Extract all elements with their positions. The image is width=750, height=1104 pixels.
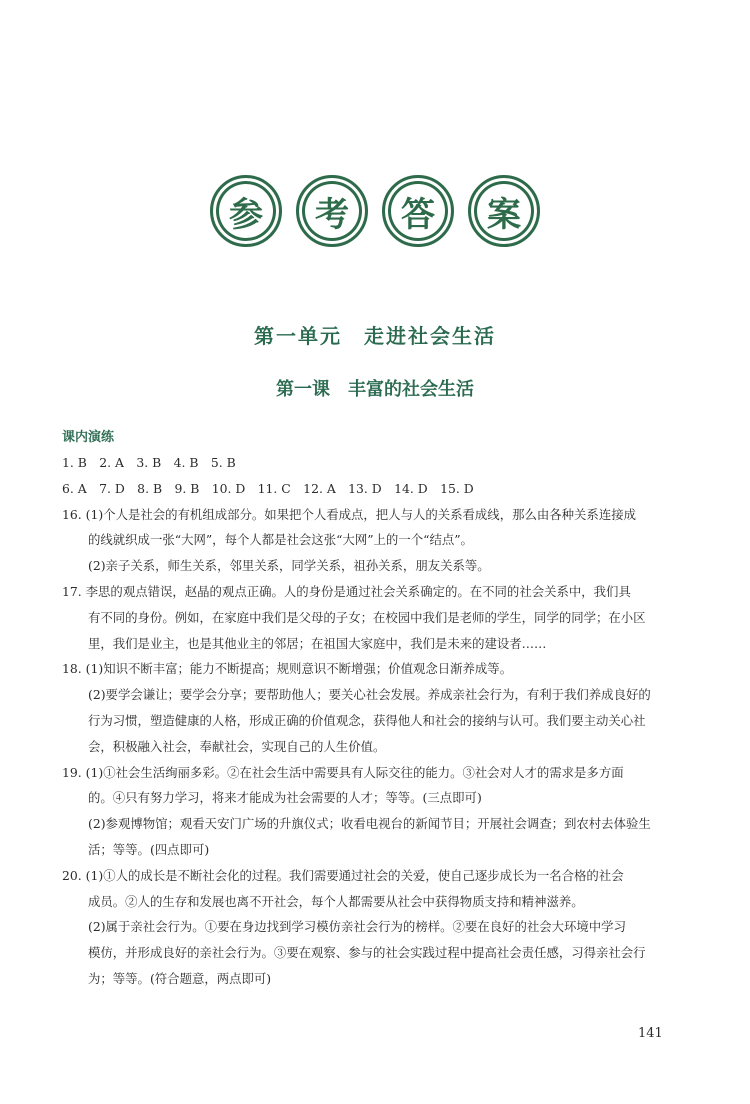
title-seal-4: 案 <box>468 175 540 247</box>
answer-line: (2)要学会谦让；要学会分享；要帮助他人；要关心社会发展。养成亲社会行为，有利于我们养成良好的 <box>88 687 651 703</box>
answer-line: 里，我们是业主，也是其他业主的邻居；在祖国大家庭中，我们是未来的建设者…… <box>88 635 547 651</box>
answer-line: 17. 李思的观点错误，赵晶的观点正确。人的身份是通过社会关系确定的。在不同的社会关系中，我们具 <box>62 583 631 599</box>
answer-line: 1. B 2. A 3. B 4. B 5. B <box>62 455 236 470</box>
title-seal-2: 考 <box>296 175 368 247</box>
section-label: 课内演练 <box>62 430 115 445</box>
unit-title: 第一单元 走进社会生活 <box>254 324 496 348</box>
answer-content <box>62 450 680 992</box>
answer-line: 的线就织成一张“大网”，每个人都是社会这张“大网”上的一个“结点”。 <box>88 532 473 548</box>
answer-line: 模仿，并形成良好的亲社会行为。③要在观察、参与的社会实践过程中提高社会责任感，习得亲社会行 <box>88 945 646 961</box>
answer-line: 的。④只有努力学习，将来才能成为社会需要的人才；等等。(三点即可) <box>88 790 482 806</box>
answer-line: 19. (1)①社会生活绚丽多彩。②在社会生活中需要具有人际交往的能力。③社会对人才的需求是多方面 <box>62 764 624 780</box>
answer-line: 16. (1)个人是社会的有机组成部分。如果把个人看成点，把人与人的关系看成线，那么由各种关系连接成 <box>62 506 636 522</box>
answer-line: 18. (1)知识不断丰富；能力不断提高；规则意识不断增强；价值观念日渐养成等。 <box>62 661 513 677</box>
answer-line: (2)亲子关系，师生关系，邻里关系，同学关系，祖孙关系，朋友关系等。 <box>88 558 490 574</box>
answer-key-title <box>0 175 750 247</box>
lesson-title: 第一课 丰富的社会生活 <box>276 379 474 400</box>
answer-line: 行为习惯，塑造健康的人格，形成正确的价值观念，获得他人和社会的接纳与认可。我们要主动关心社 <box>88 712 646 728</box>
answer-line: (2)参观博物馆；观看天安门广场的升旗仪式；收看电视台的新闻节目；开展社会调查；到农村去体验生 <box>88 816 651 832</box>
page-number: 141 <box>638 1026 663 1041</box>
answer-line: 20. (1)①人的成长是不断社会化的过程。我们需要通过社会的关爱，使自己逐步成长为一名合格的社会 <box>62 867 624 883</box>
answer-line: 会，积极融入社会，奉献社会，实现自己的人生价值。 <box>88 738 386 754</box>
answer-line: 6. A 7. D 8. B 9. B 10. D 11. C 12. A 13. D 14. D 15. D <box>62 480 474 496</box>
title-seal-1: 参 <box>210 175 282 247</box>
title-seal-3: 答 <box>382 175 454 247</box>
answer-line: 有不同的身份。例如，在家庭中我们是父母的子女；在校园中我们是老师的学生，同学的同学；在小区 <box>88 609 646 625</box>
answer-line: (2)属于亲社会行为。①要在身边找到学习模仿亲社会行为的榜样。②要在良好的社会大环境中学习 <box>88 919 626 935</box>
answer-line: 活；等等。(四点即可) <box>88 841 210 857</box>
answer-line: 成员。②人的生存和发展也离不开社会，每个人都需要从社会中获得物质支持和精神滋养。 <box>88 893 584 909</box>
answer-line: 为；等等。(符合题意，两点即可) <box>88 970 272 986</box>
